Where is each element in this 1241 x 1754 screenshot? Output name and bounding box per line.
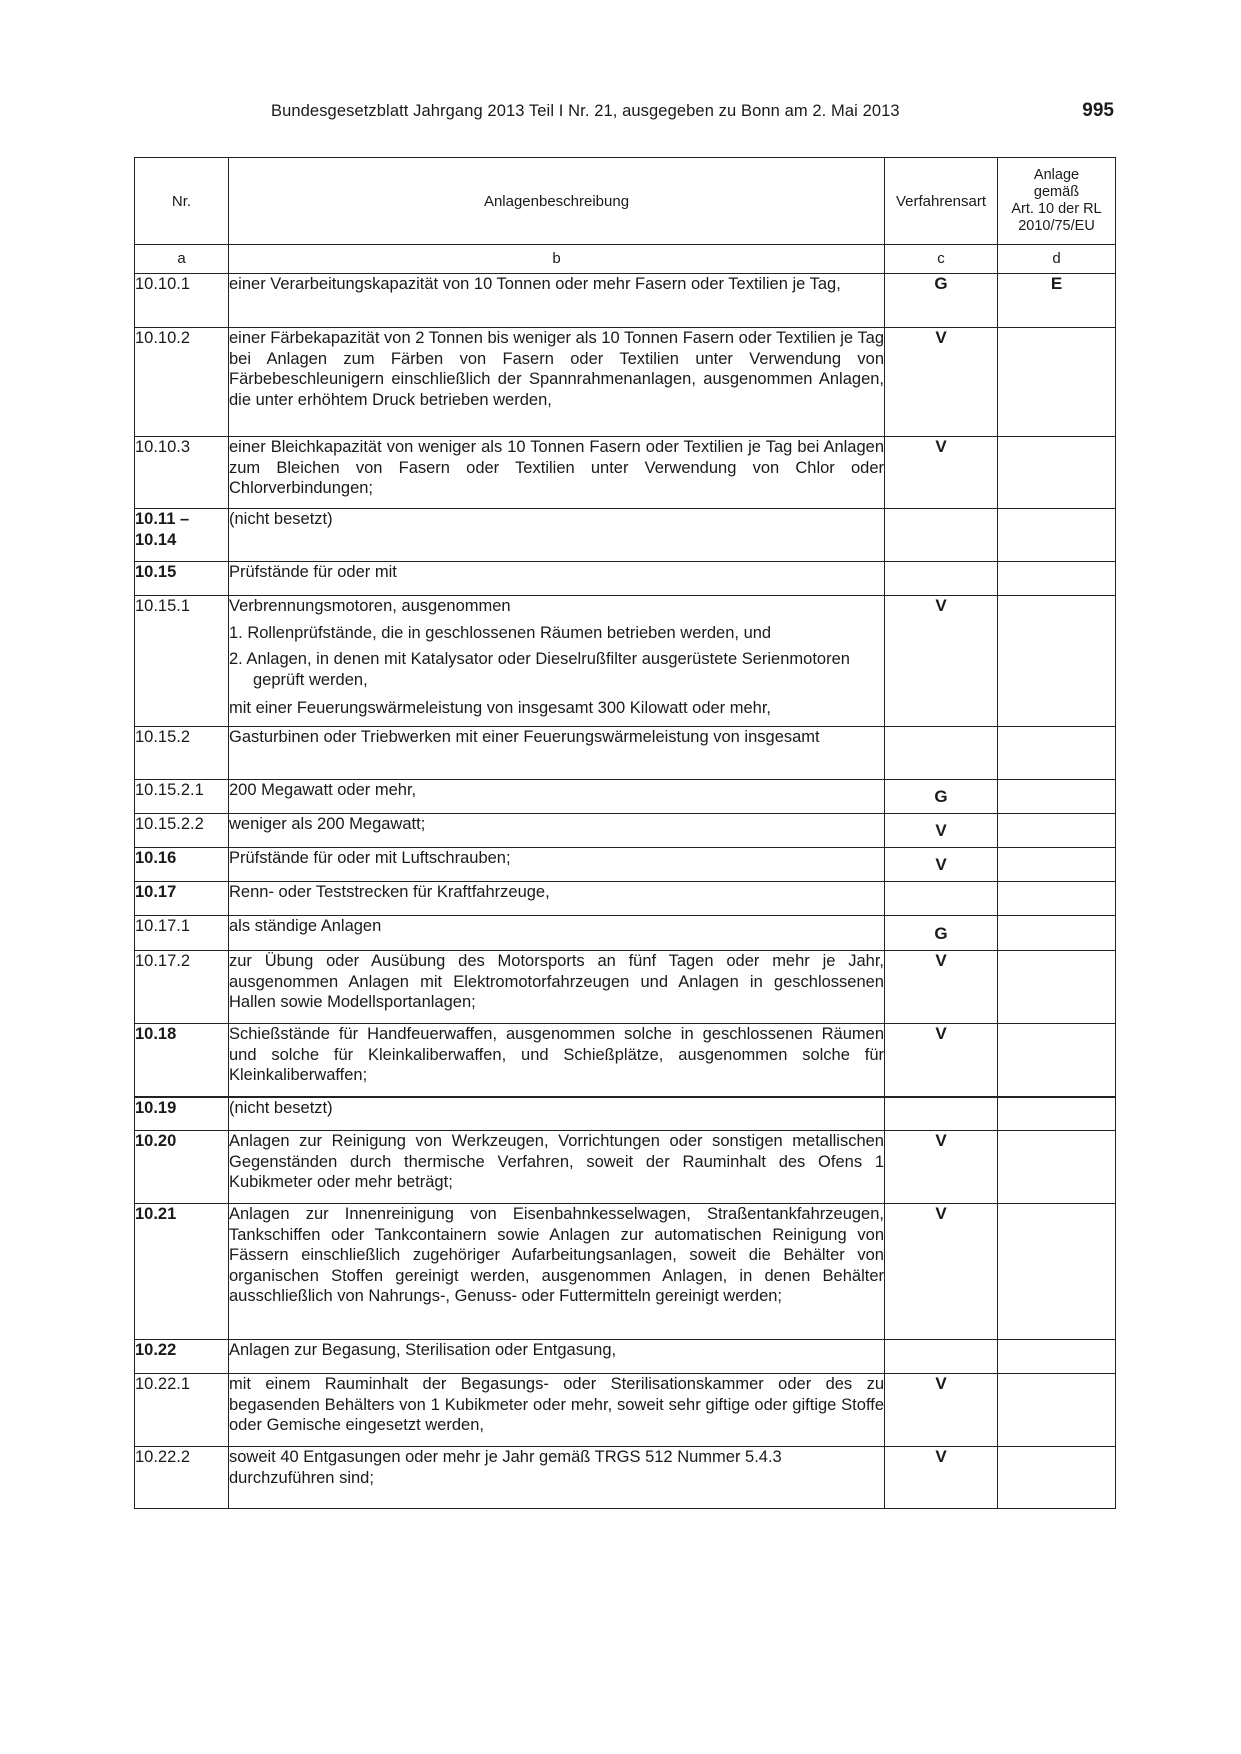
annex-marker bbox=[998, 916, 1116, 951]
procedure-type bbox=[885, 562, 998, 596]
table-header-row bbox=[135, 158, 1116, 245]
row-description: (nicht besetzt) bbox=[229, 509, 885, 562]
procedure-type: V bbox=[885, 1131, 998, 1204]
annex-marker bbox=[998, 1340, 1116, 1374]
row-number: 10.15.2 bbox=[135, 727, 229, 780]
row-number: 10.22.1 bbox=[135, 1374, 229, 1447]
annex-marker bbox=[998, 882, 1116, 916]
row-number: 10.15.2.1 bbox=[135, 780, 229, 814]
row-number: 10.17.2 bbox=[135, 951, 229, 1024]
column-letter-d: d bbox=[998, 245, 1116, 274]
table-row bbox=[135, 274, 1116, 328]
row-description: einer Färbekapazität von 2 Tonnen bis weniger als 10 Tonnen Fasern oder Textilien je Tag bei Anlagen zum Färben von Fasern oder Textilien unter Verwendung von Färbebeschleunigern einschließlich der Spannrahmenanlagen, ausgenommen Anlagen, die unter erhöhtem Druck betrieben werden, bbox=[229, 328, 885, 437]
column-letter-a: a bbox=[135, 245, 229, 274]
procedure-type: V bbox=[885, 596, 998, 727]
row-number: 10.15.1 bbox=[135, 596, 229, 727]
annex-marker bbox=[998, 780, 1116, 814]
row-number: 10.22.2 bbox=[135, 1447, 229, 1509]
row-number: 10.21 bbox=[135, 1204, 229, 1340]
row-description-intro: Verbrennungsmotoren, ausgenommen bbox=[229, 597, 511, 615]
table-row bbox=[135, 1131, 1116, 1204]
column-header-nr: Nr. bbox=[135, 158, 229, 245]
table-row bbox=[135, 1024, 1116, 1097]
annex-header-line-4: 2010/75/EU bbox=[1018, 218, 1095, 234]
exception-list bbox=[229, 623, 884, 691]
row-description: mit einem Rauminhalt der Begasungs- oder Sterilisationskammer oder des zu begasenden Behälters von 1 Kubikmeter oder mehr, soweit sehr giftige oder giftige Stoffe oder Gemische eingesetzt werden, bbox=[229, 1374, 885, 1447]
procedure-type: V bbox=[885, 437, 998, 509]
list-item: 2. Anlagen, in denen mit Katalysator oder Dieselrußfilter ausgerüstete Serienmotoren geprüft werden, bbox=[229, 650, 850, 689]
row-number: 10.16 bbox=[135, 848, 229, 882]
annex-header-line-1: Anlage bbox=[1033, 167, 1080, 183]
table-row bbox=[135, 848, 1116, 882]
annex-marker bbox=[998, 1097, 1116, 1131]
table-row bbox=[135, 882, 1116, 916]
column-letter-c: c bbox=[885, 245, 998, 274]
annex-marker bbox=[998, 509, 1116, 562]
annex-marker bbox=[998, 437, 1116, 509]
row-description: einer Bleichkapazität von weniger als 10 Tonnen Fasern oder Textilien je Tag bei Anlagen zum Bleichen von Fasern oder Textilien unter Verwendung von Chlor oder Chlorverbindungen; bbox=[229, 437, 885, 509]
row-description: Schießstände für Handfeuerwaffen, ausgenommen solche in geschlossenen Räumen und solche für Kleinkaliberwaffen, und Schießplätze, ausgenommen solche für Kleinkaliberwaffen; bbox=[229, 1024, 885, 1097]
annex-marker bbox=[998, 814, 1116, 848]
list-item: 1. Rollenprüfstände, die in geschlossenen Räumen betrieben werden, und bbox=[229, 623, 772, 642]
annex-header-line-3: Art. 10 der RL bbox=[1011, 201, 1102, 217]
installations-table bbox=[134, 157, 1116, 1509]
column-header-procedure: Verfahrensart bbox=[885, 158, 998, 245]
table-row bbox=[135, 1340, 1116, 1374]
procedure-type: G bbox=[885, 916, 998, 951]
annex-marker bbox=[998, 1024, 1116, 1097]
row-description: Anlagen zur Begasung, Sterilisation oder Entgasung, bbox=[229, 1340, 885, 1374]
row-description: zur Übung oder Ausübung des Motorsports an fünf Tagen oder mehr je Jahr, ausgenommen Anlagen mit Elektromotorfahrzeugen und Anlagen in geschlossenen Hallen sowie Modellsportanlagen; bbox=[229, 951, 885, 1024]
procedure-type bbox=[885, 509, 998, 562]
row-description-tail: mit einer Feuerungswärmeleistung von insgesamt 300 Kilowatt oder mehr, bbox=[229, 699, 772, 717]
procedure-type: G bbox=[885, 274, 998, 328]
row-number: 10.15 bbox=[135, 562, 229, 596]
column-letter-b: b bbox=[229, 245, 885, 274]
table-row bbox=[135, 916, 1116, 951]
procedure-type: V bbox=[885, 1204, 998, 1340]
row-description: Anlagen zur Reinigung von Werkzeugen, Vorrichtungen oder sonstigen metallischen Gegenständen durch thermische Verfahren, soweit der Rauminhalt des Ofens 1 Kubikmeter oder mehr beträgt; bbox=[229, 1131, 885, 1204]
page-header bbox=[134, 100, 1114, 126]
table-row bbox=[135, 1374, 1116, 1447]
row-description: einer Verarbeitungskapazität von 10 Tonnen oder mehr Fasern oder Textilien je Tag, bbox=[229, 274, 885, 328]
procedure-type bbox=[885, 1097, 998, 1131]
row-number: 10.20 bbox=[135, 1131, 229, 1204]
row-description: Prüfstände für oder mit Luftschrauben; bbox=[229, 848, 885, 882]
annex-marker: E bbox=[998, 274, 1116, 328]
row-number: 10.18 bbox=[135, 1024, 229, 1097]
annex-marker bbox=[998, 951, 1116, 1024]
table-row bbox=[135, 509, 1116, 562]
procedure-type: V bbox=[885, 951, 998, 1024]
table-row bbox=[135, 780, 1116, 814]
annex-marker bbox=[998, 1447, 1116, 1509]
procedure-type: V bbox=[885, 814, 998, 848]
row-number bbox=[135, 509, 229, 562]
annex-marker bbox=[998, 727, 1116, 780]
row-number: 10.10.2 bbox=[135, 328, 229, 437]
procedure-type bbox=[885, 1340, 998, 1374]
row-number: 10.17.1 bbox=[135, 916, 229, 951]
row-description: weniger als 200 Megawatt; bbox=[229, 814, 885, 848]
table-row bbox=[135, 951, 1116, 1024]
column-header-annex bbox=[998, 158, 1116, 245]
row-number-line-2: 10.14 bbox=[135, 530, 177, 549]
procedure-type: G bbox=[885, 780, 998, 814]
row-description: (nicht besetzt) bbox=[229, 1097, 885, 1131]
annex-marker bbox=[998, 848, 1116, 882]
annex-marker bbox=[998, 562, 1116, 596]
table-row bbox=[135, 437, 1116, 509]
annex-marker bbox=[998, 1131, 1116, 1204]
procedure-type bbox=[885, 882, 998, 916]
table-row bbox=[135, 1097, 1116, 1131]
page-number: 995 bbox=[1082, 100, 1114, 121]
gazette-title: Bundesgesetzblatt Jahrgang 2013 Teil I Nr. 21, ausgegeben zu Bonn am 2. Mai 2013 bbox=[271, 102, 900, 120]
procedure-type: V bbox=[885, 1447, 998, 1509]
row-description bbox=[229, 596, 885, 727]
table-row bbox=[135, 814, 1116, 848]
annex-marker bbox=[998, 596, 1116, 727]
procedure-type: V bbox=[885, 1374, 998, 1447]
table-row bbox=[135, 562, 1116, 596]
row-number-line-1: 10.11 – bbox=[135, 510, 190, 528]
row-description: als ständige Anlagen bbox=[229, 916, 885, 951]
row-description: Renn- oder Teststrecken für Kraftfahrzeuge, bbox=[229, 882, 885, 916]
row-description: Prüfstände für oder mit bbox=[229, 562, 885, 596]
annex-marker bbox=[998, 1204, 1116, 1340]
table-row bbox=[135, 727, 1116, 780]
row-description: 200 Megawatt oder mehr, bbox=[229, 780, 885, 814]
table-row bbox=[135, 328, 1116, 437]
row-description: soweit 40 Entgasungen oder mehr je Jahr gemäß TRGS 512 Nummer 5.4.3 durchzuführen sind; bbox=[229, 1447, 885, 1509]
row-description: Gasturbinen oder Triebwerken mit einer Feuerungswärmeleistung von insgesamt bbox=[229, 727, 885, 780]
table-row bbox=[135, 1447, 1116, 1509]
procedure-type: V bbox=[885, 848, 998, 882]
row-number: 10.19 bbox=[135, 1097, 229, 1131]
column-header-description: Anlagenbeschreibung bbox=[229, 158, 885, 245]
row-number: 10.22 bbox=[135, 1340, 229, 1374]
row-number: 10.17 bbox=[135, 882, 229, 916]
annex-header-line-2: gemäß bbox=[1033, 184, 1080, 200]
row-number: 10.10.3 bbox=[135, 437, 229, 509]
row-number: 10.10.1 bbox=[135, 274, 229, 328]
row-number: 10.15.2.2 bbox=[135, 814, 229, 848]
procedure-type: V bbox=[885, 1024, 998, 1097]
table-row bbox=[135, 596, 1116, 727]
annex-marker bbox=[998, 1374, 1116, 1447]
procedure-type bbox=[885, 727, 998, 780]
row-description: Anlagen zur Innenreinigung von Eisenbahnkesselwagen, Straßentankfahrzeugen, Tankschiffen oder Tankcontainern sowie Anlagen zur automatischen Reinigung von Fässern einschließlich zugehöriger Aufarbeitungsanlagen, soweit die Behälter von organischen Stoffen gereinigt werden, ausgenommen Anlagen, in denen Behälter ausschließlich von Nahrungs-, Genuss- oder Futtermitteln gereinigt werden; bbox=[229, 1204, 885, 1340]
annex-marker bbox=[998, 328, 1116, 437]
column-letter-row bbox=[135, 245, 1116, 274]
procedure-type: V bbox=[885, 328, 998, 437]
table-row bbox=[135, 1204, 1116, 1340]
